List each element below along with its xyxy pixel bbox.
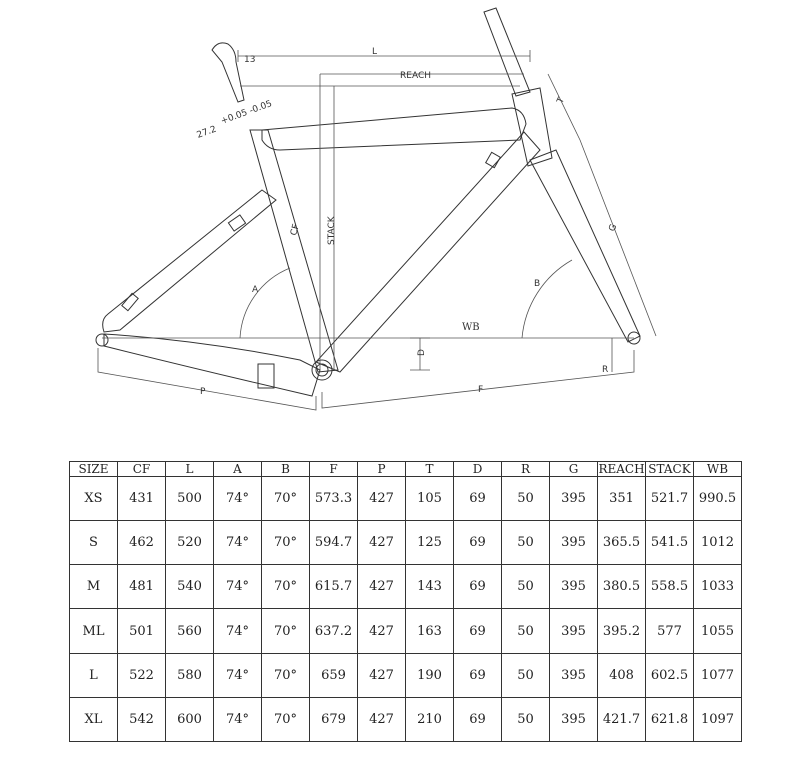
value-cell: 395: [550, 565, 598, 609]
table-row: [70, 477, 742, 521]
value-cell: 573.3: [310, 477, 358, 521]
value-cell: 105: [406, 477, 454, 521]
value-cell: 621.8: [646, 697, 694, 741]
value-cell: 50: [502, 697, 550, 741]
size-cell: M: [70, 565, 118, 609]
value-cell: 421.7: [598, 697, 646, 741]
value-cell: 462: [118, 521, 166, 565]
top-tube: [262, 108, 526, 150]
value-cell: 541.5: [646, 521, 694, 565]
rear-dropout: [96, 334, 108, 346]
geometry-table: [69, 461, 742, 742]
seatpost: [212, 43, 244, 102]
angle-B-arc: [522, 260, 572, 338]
value-cell: 1033: [694, 565, 742, 609]
value-cell: 501: [118, 609, 166, 653]
col-header: F: [310, 462, 358, 477]
size-cell: L: [70, 653, 118, 697]
dim-L-line: [238, 50, 530, 62]
value-cell: 70°: [262, 521, 310, 565]
col-header: D: [454, 462, 502, 477]
size-cell: XL: [70, 697, 118, 741]
value-cell: 395: [550, 609, 598, 653]
value-cell: 521.7: [646, 477, 694, 521]
table-row: [70, 697, 742, 741]
seat-tube: [250, 130, 338, 372]
value-cell: 395: [550, 653, 598, 697]
value-cell: 580: [166, 653, 214, 697]
value-cell: 69: [454, 653, 502, 697]
chain-stay: [104, 334, 320, 396]
bottom-bracket: [312, 360, 332, 380]
value-cell: 522: [118, 653, 166, 697]
value-cell: 540: [166, 565, 214, 609]
value-cell: 70°: [262, 609, 310, 653]
value-cell: 395: [550, 697, 598, 741]
value-cell: 594.7: [310, 521, 358, 565]
col-header: STACK: [646, 462, 694, 477]
value-cell: 602.5: [646, 653, 694, 697]
col-header: WB: [694, 462, 742, 477]
col-header: G: [550, 462, 598, 477]
value-cell: 427: [358, 565, 406, 609]
label-seatpost-tolerance: +0.05 -0.05: [219, 99, 274, 127]
label-B: B: [534, 279, 541, 289]
size-cell: S: [70, 521, 118, 565]
col-header: A: [214, 462, 262, 477]
label-R: R: [602, 365, 609, 375]
value-cell: 50: [502, 477, 550, 521]
dim-F-line: [322, 350, 634, 408]
value-cell: 1055: [694, 609, 742, 653]
table-header-row: [70, 462, 742, 477]
size-cell: ML: [70, 609, 118, 653]
col-header: L: [166, 462, 214, 477]
value-cell: 74°: [214, 653, 262, 697]
down-tube: [316, 132, 540, 372]
col-header: P: [358, 462, 406, 477]
value-cell: 190: [406, 653, 454, 697]
value-cell: 542: [118, 697, 166, 741]
value-cell: 395.2: [598, 609, 646, 653]
value-cell: 1077: [694, 653, 742, 697]
value-cell: 427: [358, 477, 406, 521]
value-cell: 637.2: [310, 609, 358, 653]
value-cell: 577: [646, 609, 694, 653]
value-cell: 70°: [262, 697, 310, 741]
label-L: L: [372, 47, 378, 57]
value-cell: 70°: [262, 565, 310, 609]
col-header: REACH: [598, 462, 645, 476]
value-cell: 69: [454, 477, 502, 521]
col-header: SIZE: [70, 462, 118, 477]
seat-stay: [103, 190, 276, 332]
value-cell: 70°: [262, 477, 310, 521]
dim-G-line: [580, 140, 656, 336]
label-REACH: REACH: [400, 71, 431, 81]
value-cell: 50: [502, 521, 550, 565]
value-cell: 50: [502, 609, 550, 653]
value-cell: 395: [550, 521, 598, 565]
value-cell: 408: [598, 653, 646, 697]
value-cell: 163: [406, 609, 454, 653]
value-cell: 558.5: [646, 565, 694, 609]
label-T: T: [555, 96, 568, 106]
table-row: [70, 653, 742, 697]
value-cell: 1012: [694, 521, 742, 565]
value-cell: 74°: [214, 609, 262, 653]
value-cell: 395: [550, 477, 598, 521]
col-header: CF: [118, 462, 166, 477]
value-cell: 351: [598, 477, 646, 521]
value-cell: 365.5: [598, 521, 646, 565]
value-cell: 600: [166, 697, 214, 741]
value-cell: 427: [358, 653, 406, 697]
label-D: D: [417, 349, 427, 356]
value-cell: 679: [310, 697, 358, 741]
dim-T-line: [548, 74, 580, 140]
dim-REACH-line: [320, 74, 524, 370]
label-CF: CF: [289, 223, 302, 237]
size-cell: XS: [70, 477, 118, 521]
value-cell: 50: [502, 653, 550, 697]
table-row: [70, 565, 742, 609]
value-cell: 427: [358, 609, 406, 653]
label-G: G: [607, 222, 620, 234]
value-cell: 210: [406, 697, 454, 741]
value-cell: 427: [358, 697, 406, 741]
steerer: [484, 8, 530, 96]
value-cell: 520: [166, 521, 214, 565]
value-cell: 74°: [214, 521, 262, 565]
label-STACK: STACK: [327, 216, 337, 245]
label-WB: WB: [462, 322, 480, 333]
value-cell: 69: [454, 609, 502, 653]
value-cell: 380.5: [598, 565, 646, 609]
col-header: B: [262, 462, 310, 477]
dim-P-line: [98, 348, 316, 410]
value-cell: 69: [454, 521, 502, 565]
value-cell: 69: [454, 565, 502, 609]
value-cell: 431: [118, 477, 166, 521]
col-header: R: [502, 462, 550, 477]
value-cell: 50: [502, 565, 550, 609]
value-cell: 990.5: [694, 477, 742, 521]
value-cell: 1097: [694, 697, 742, 741]
value-cell: 500: [166, 477, 214, 521]
value-cell: 143: [406, 565, 454, 609]
label-seatpost-offset: 13: [244, 55, 256, 65]
value-cell: 69: [454, 697, 502, 741]
value-cell: 481: [118, 565, 166, 609]
table-row: [70, 609, 742, 653]
value-cell: 74°: [214, 565, 262, 609]
value-cell: 70°: [262, 653, 310, 697]
label-F: F: [478, 385, 484, 395]
label-A: A: [252, 285, 259, 295]
value-cell: 560: [166, 609, 214, 653]
value-cell: 74°: [214, 697, 262, 741]
label-seatpost-diameter: 27.2: [195, 124, 218, 141]
value-cell: 427: [358, 521, 406, 565]
value-cell: 74°: [214, 477, 262, 521]
angle-A-arc: [240, 268, 290, 338]
table-row: [70, 521, 742, 565]
fork: [530, 150, 640, 342]
value-cell: 125: [406, 521, 454, 565]
col-header: T: [406, 462, 454, 477]
value-cell: 659: [310, 653, 358, 697]
value-cell: 615.7: [310, 565, 358, 609]
label-P: P: [200, 387, 206, 397]
